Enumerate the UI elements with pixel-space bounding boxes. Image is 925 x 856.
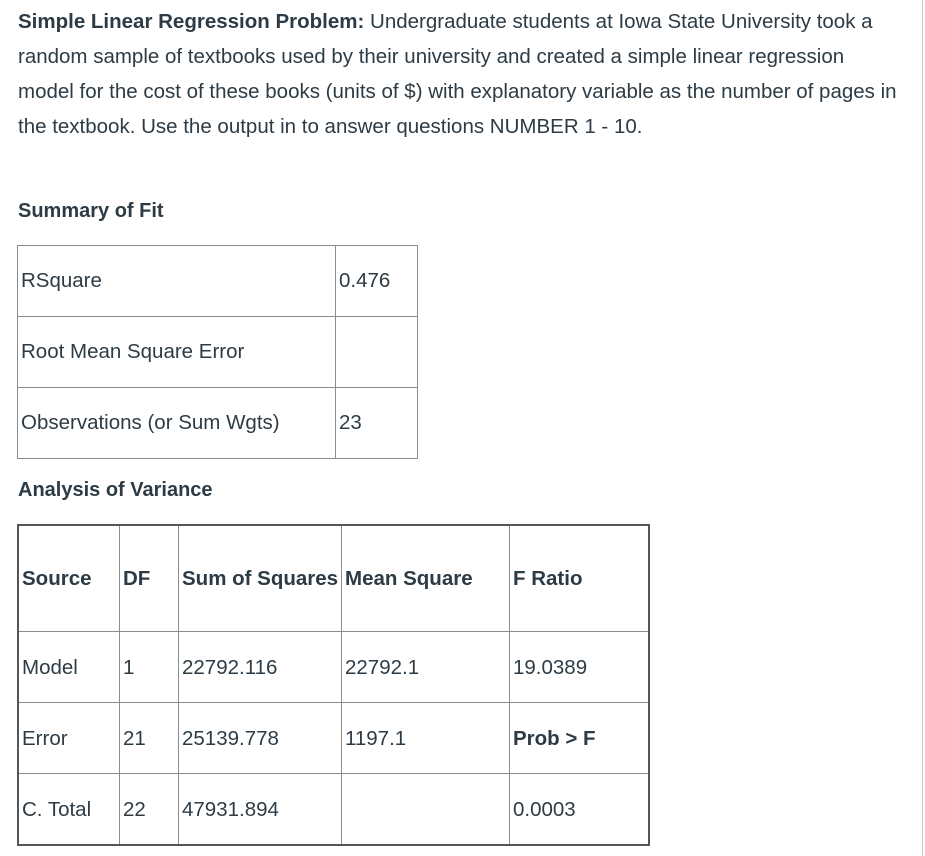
col-header-mean-square: Mean Square xyxy=(342,525,510,632)
cell-source: C. Total xyxy=(18,774,120,846)
cell-df: 21 xyxy=(120,703,179,774)
summary-of-fit-heading: Summary of Fit xyxy=(18,200,164,222)
anova-heading: Analysis of Variance xyxy=(18,479,213,501)
anova-table xyxy=(17,524,650,846)
col-header-df: DF xyxy=(120,525,179,632)
cell-p-value: 0.0003 xyxy=(510,774,650,846)
cell-source: Model xyxy=(18,632,120,703)
fit-label-rmse: Root Mean Square Error xyxy=(18,317,336,388)
table-row xyxy=(18,703,649,774)
table-row xyxy=(18,632,649,703)
cell-sum-of-squares: 25139.778 xyxy=(179,703,342,774)
fit-label-rsquare: RSquare xyxy=(18,246,336,317)
table-header-row xyxy=(18,525,649,632)
cell-mean-square: 22792.1 xyxy=(342,632,510,703)
content-right-border xyxy=(922,0,923,856)
cell-df: 22 xyxy=(120,774,179,846)
cell-mean-square xyxy=(342,774,510,846)
problem-statement xyxy=(18,4,898,144)
cell-f-ratio: 19.0389 xyxy=(510,632,650,703)
table-row xyxy=(18,388,418,459)
cell-source: Error xyxy=(18,703,120,774)
summary-of-fit-table xyxy=(17,245,418,459)
cell-df: 1 xyxy=(120,632,179,703)
table-row xyxy=(18,774,649,846)
col-header-source: Source xyxy=(18,525,120,632)
cell-sum-of-squares: 22792.116 xyxy=(179,632,342,703)
cell-mean-square: 1197.1 xyxy=(342,703,510,774)
col-header-sum-of-squares: Sum of Squares xyxy=(179,525,342,632)
problem-lead: Simple Linear Regression Problem: xyxy=(18,10,365,33)
fit-value-rmse xyxy=(336,317,418,388)
fit-value-observations: 23 xyxy=(336,388,418,459)
cell-sum-of-squares: 47931.894 xyxy=(179,774,342,846)
table-row xyxy=(18,317,418,388)
fit-value-rsquare: 0.476 xyxy=(336,246,418,317)
col-header-f-ratio: F Ratio xyxy=(510,525,650,632)
table-row xyxy=(18,246,418,317)
problem-text: Undergraduate students at Iowa State University took a random sample of textbooks used by their university and created a simple linear regression model for the cost of these books (units of $) with explanatory variable as the number of pages in the textbook. Use the output in to answer questions NUMBER 1 - 10. xyxy=(18,10,897,138)
fit-label-observations: Observations (or Sum Wgts) xyxy=(18,388,336,459)
cell-prob-f-label: Prob > F xyxy=(510,703,650,774)
